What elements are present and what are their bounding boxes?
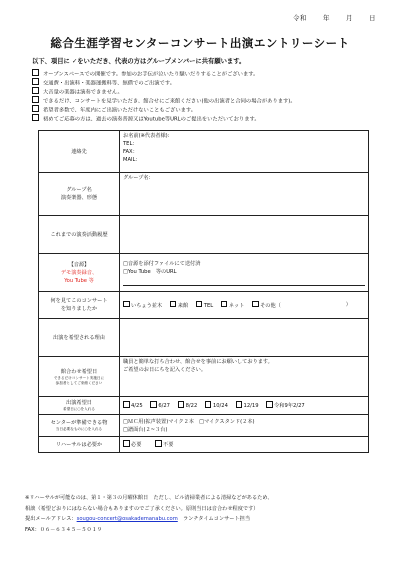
- source-option[interactable]: TEL: [203, 302, 214, 309]
- date-option[interactable]: 4/25: [131, 403, 143, 409]
- meeting-label: 館合わせ希望日 できるだけコンサート実施日に 参加者としてご来館ください: [39, 357, 120, 397]
- date-line: [283, 13, 376, 22]
- checkbox[interactable]: [123, 301, 130, 308]
- audio-row: [39, 254, 369, 292]
- date-month-unit: 月: [346, 14, 353, 22]
- rehearsal-option[interactable]: 必要: [131, 442, 142, 448]
- date-era: 令和: [293, 14, 307, 22]
- equipment-option-mic[interactable]: □ＭＣ用(拡声装置)マイク２本 □マイクスタンド(２本): [123, 418, 255, 425]
- equipment-row: [39, 415, 369, 437]
- checklist-item[interactable]: 初めてご応募の方は、過去の演奏普源又はYoutube等URLのご提出をいただいております。: [32, 114, 382, 123]
- footer-line: ※リハーサルが可能なのは、第１・第３の月曜休館日 ただし、ビル清掃業者による清掃などがあるため、: [25, 495, 273, 501]
- footer-mail-label: 提出メールアドレス：: [25, 516, 77, 522]
- checkbox[interactable]: [155, 440, 162, 447]
- source-option[interactable]: いちょう並木: [131, 302, 163, 309]
- source-option[interactable]: その他（: [260, 302, 281, 309]
- checkbox[interactable]: [32, 69, 39, 76]
- checklist-item[interactable]: オープンスペースでの開催です。参加のお手伝が泣いたり騒いだりすることがございます。: [32, 69, 382, 78]
- checklist-item[interactable]: 大音量の楽器は演奏できません。: [32, 87, 382, 96]
- footer-notes: [25, 493, 385, 535]
- checkbox[interactable]: [178, 401, 185, 408]
- consent-checklist: [32, 69, 382, 124]
- history-field[interactable]: [120, 216, 369, 254]
- equipment-option-stand[interactable]: □譜面台(２~３台): [123, 426, 168, 433]
- meeting-row: [39, 357, 369, 397]
- equipment-field: [120, 415, 369, 437]
- footer-mail-line: [25, 514, 385, 525]
- footer-line: 相談（希望どおりにはならない場合もありますのでご了承ください。原則当日は音合わせ程度です）: [25, 505, 259, 512]
- checklist-item[interactable]: できるだけ、コンサートを見学いただき、館合せにご来館ください(他の出演者と合同の場合があります)。: [32, 96, 382, 105]
- audio-option-file[interactable]: □音源を添付ファイルにて送付済: [123, 260, 201, 267]
- equipment-label: センターが準備できる物 当日必要なものに○を入れる: [39, 415, 120, 437]
- contact-label: 連絡先: [39, 131, 120, 173]
- history-label: これまでの演奏活動履歴: [39, 216, 120, 254]
- group-label: グループ名 演奏楽器、形態: [39, 173, 120, 216]
- checkbox[interactable]: [221, 301, 228, 308]
- sheet-title: 総合生涯学習センターコンサート出演エントリーシート: [50, 36, 350, 50]
- meeting-field[interactable]: 職員と簡単な打ち合わせ、館合せを事前にお願いしております。 ご希望のお日にちを記入ください。: [120, 357, 369, 397]
- checkbox[interactable]: [123, 401, 130, 408]
- close-paren: ）: [345, 301, 351, 308]
- contact-row: [39, 131, 369, 173]
- date-option[interactable]: 8/22: [185, 403, 198, 409]
- footer-contact-label: ランチタイムコンサート担当: [182, 516, 251, 522]
- checkbox[interactable]: [32, 78, 39, 85]
- source-option[interactable]: 来館: [177, 302, 189, 309]
- checkbox[interactable]: [32, 105, 39, 112]
- intro-text: 以下、項目に ✓をいただき、代表の方はグループメンバーに共有願います。: [32, 58, 246, 65]
- dates-field: [120, 397, 369, 415]
- date-day-unit: 日: [369, 14, 376, 22]
- group-field[interactable]: グループ名：: [120, 173, 369, 216]
- rehearsal-option[interactable]: 不要: [163, 442, 174, 448]
- audio-field[interactable]: [120, 254, 369, 292]
- date-option[interactable]: 12/19: [243, 403, 259, 409]
- date-option[interactable]: 令和9年2/27: [274, 403, 305, 409]
- footer-fax-line: FAX：０６－６３４５－５０１９: [25, 526, 103, 533]
- url-blank-line[interactable]: [123, 278, 365, 286]
- rehearsal-label: リハーサルは必要か: [39, 437, 120, 453]
- checkbox[interactable]: [170, 301, 177, 308]
- history-row: [39, 216, 369, 254]
- source-row: [39, 292, 369, 319]
- checklist-item[interactable]: 交通費・出演料・楽器運搬料等、無償でのご出演です。: [32, 78, 382, 87]
- contact-field[interactable]: [120, 131, 369, 173]
- checkbox[interactable]: [32, 114, 39, 121]
- checkbox[interactable]: [196, 301, 203, 308]
- submission-email-link[interactable]: sougou-concert@osakademanabu.com: [76, 516, 178, 522]
- audio-option-url[interactable]: □You Tube 等のURL: [123, 268, 177, 275]
- checkbox[interactable]: [252, 301, 259, 308]
- contact-name-line: お名前(※代表者様):: [123, 133, 170, 139]
- contact-fax-line: FAX：: [123, 149, 138, 155]
- checklist-item[interactable]: 希望者多数で、年度内にご出演いただけないこともございます。: [32, 105, 382, 114]
- source-field: [120, 292, 369, 319]
- checkbox[interactable]: [236, 401, 243, 408]
- checkbox[interactable]: [32, 87, 39, 94]
- contact-mail-line: MAIL：: [123, 157, 141, 163]
- reason-field[interactable]: [120, 319, 369, 357]
- rehearsal-row: [39, 437, 369, 453]
- reason-row: [39, 319, 369, 357]
- audio-label: 【音源】 デモ演奏録音、 You Tube 等: [39, 254, 120, 292]
- dates-label: 出演希望日 希望日に○を入れる: [39, 397, 120, 415]
- date-option[interactable]: 10/24: [212, 403, 228, 409]
- checkbox[interactable]: [266, 401, 273, 408]
- date-option[interactable]: 6/27: [158, 403, 170, 409]
- rehearsal-field: [120, 437, 369, 453]
- source-option[interactable]: ネット: [228, 302, 245, 309]
- date-year-unit: 年: [323, 14, 330, 22]
- checkbox[interactable]: [205, 401, 212, 408]
- checkbox[interactable]: [32, 96, 39, 103]
- dates-row: [39, 397, 369, 415]
- reason-label: 出演を希望される理由: [39, 319, 120, 357]
- contact-tel-line: TEL：: [123, 141, 138, 147]
- source-label: 何を見てこのコンサート を知りましたか: [39, 292, 120, 319]
- group-row: [39, 173, 369, 216]
- entry-form-table: [38, 130, 369, 453]
- checkbox[interactable]: [150, 401, 157, 408]
- checkbox[interactable]: [123, 440, 130, 447]
